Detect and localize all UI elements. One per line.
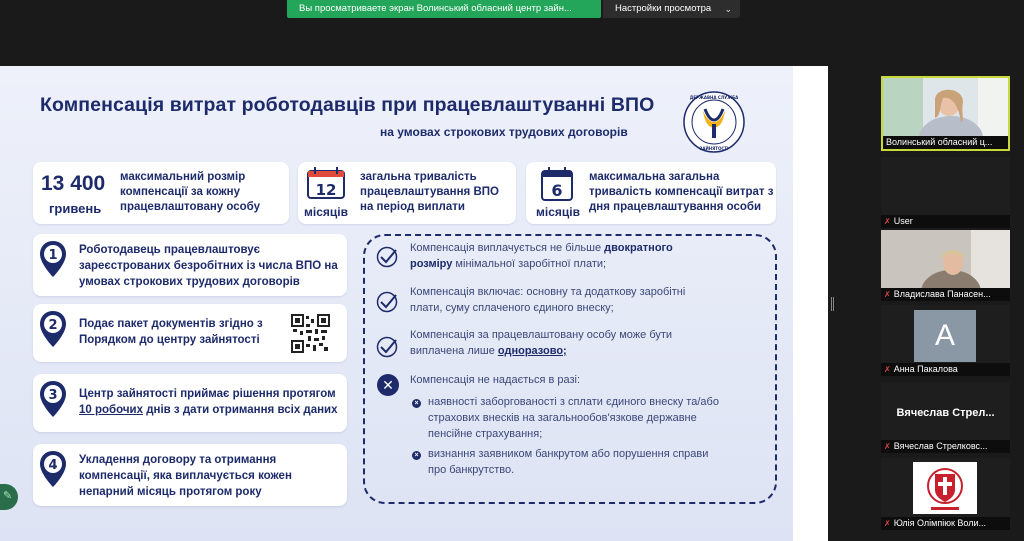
step-3-card bbox=[33, 374, 347, 432]
step-text: Укладення договору та отримання компенсації, яка виплачується кожен непарний місяць протягом року bbox=[79, 454, 292, 498]
mic-off-icon: ✗ bbox=[884, 442, 891, 451]
participant-video bbox=[883, 78, 1008, 136]
panel-resize-handle[interactable] bbox=[831, 297, 834, 311]
screen-share-banner: Вы просматриваете экран Волинський обласний центр зайн... bbox=[287, 0, 601, 18]
slide-margin bbox=[793, 66, 828, 541]
mic-off-icon: ✗ bbox=[884, 365, 891, 374]
x-bullet-icon: × bbox=[412, 451, 421, 460]
step-number: 2 bbox=[48, 318, 58, 333]
stat-number: 13 400 bbox=[41, 172, 106, 195]
map-pin-icon bbox=[39, 240, 67, 278]
condition-3: Компенсація за працевлаштовану особу може бути виплачена лише одноразово; bbox=[410, 329, 673, 357]
stat-number: 12 bbox=[315, 181, 337, 199]
step-text: Роботодавець працевлаштовує зареєстрованих безробітних із числа ВПО на умовах строкових трудових договорів bbox=[79, 244, 338, 288]
step-number: 4 bbox=[48, 458, 58, 473]
check-circle-icon bbox=[376, 291, 398, 313]
step-number: 3 bbox=[48, 388, 58, 403]
participant-name: ✗ Юлія Олімпіюк Воли... bbox=[881, 517, 1010, 530]
calendar-icon bbox=[306, 166, 346, 200]
participant-tile[interactable] bbox=[881, 382, 1010, 453]
step-4-card bbox=[33, 444, 347, 506]
mic-off-icon: ✗ bbox=[884, 519, 891, 528]
participant-tile[interactable] bbox=[881, 458, 1010, 530]
avatar: A bbox=[914, 310, 976, 362]
participant-tile[interactable] bbox=[881, 157, 1010, 228]
step-text: Центр зайнятості приймає рішення протягом 10 робочих днів з дати отримання всіх даних bbox=[79, 388, 338, 416]
close-circle-icon: ✕ bbox=[377, 374, 399, 396]
calendar-icon bbox=[540, 166, 574, 202]
stat-description: максимальна загальна тривалість компенсації витрат з дня працевлаштування особи bbox=[589, 171, 774, 213]
participant-tile[interactable] bbox=[881, 305, 1010, 376]
pen-icon: ✎ bbox=[3, 490, 13, 502]
shared-slide bbox=[0, 66, 828, 541]
stat-unit: гривень bbox=[49, 201, 102, 216]
participant-name: ✗ User bbox=[881, 215, 1010, 228]
participant-tile[interactable] bbox=[881, 76, 1010, 151]
participant-tile[interactable] bbox=[881, 230, 1010, 301]
stat-card-compensation-duration bbox=[526, 162, 776, 224]
stat-card-duration bbox=[298, 162, 516, 224]
map-pin-icon bbox=[39, 310, 67, 348]
step-text: Подає пакет документів згідно з Порядком до центру зайнятості bbox=[79, 318, 263, 346]
employment-service-logo-icon bbox=[683, 91, 745, 153]
mic-off-icon: ✗ bbox=[884, 217, 891, 226]
slide-subtitle: на умовах строкових трудових договорів bbox=[380, 125, 628, 139]
check-circle-icon bbox=[376, 246, 398, 268]
condition-4-reason-1: наявності заборгованості з сплати єдиного внеску та/або страхових внесків на загальнообов'язкове державне пенсійне страхування; bbox=[428, 396, 719, 440]
check-circle-icon bbox=[376, 336, 398, 358]
stat-description: максимальний розмір компенсації за кожну працевлаштовану особу bbox=[120, 171, 261, 213]
logo-text-top: ДЕРЖАВНА СЛУЖБА bbox=[689, 95, 739, 100]
condition-4-title: Компенсація не надається в разі: bbox=[410, 374, 581, 386]
map-pin-icon bbox=[39, 450, 67, 488]
chevron-down-icon: ⌄ bbox=[724, 4, 732, 14]
view-settings-button[interactable] bbox=[603, 0, 740, 18]
participant-display-name: Вячеслав Стрел... bbox=[896, 407, 995, 419]
participant-name: ✗ Вячеслав Стрелковс... bbox=[881, 440, 1010, 453]
stat-unit: місяців bbox=[304, 205, 348, 219]
participant-video bbox=[881, 230, 1010, 288]
stat-number: 6 bbox=[551, 181, 563, 200]
stat-unit: місяців bbox=[536, 205, 580, 219]
mic-off-icon: ✗ bbox=[884, 290, 891, 299]
logo-text-bottom: ЗАЙНЯТОСТІ bbox=[699, 146, 729, 151]
condition-2: Компенсація включає: основну та додаткову заробітні плати, суму сплаченого єдиного внеску; bbox=[410, 286, 686, 314]
view-settings-label: Настройки просмотра bbox=[615, 3, 712, 14]
stat-card-max-compensation bbox=[33, 162, 289, 224]
step-1-card bbox=[33, 234, 347, 296]
participant-name: ✗ Владислава Панасен... bbox=[881, 288, 1010, 301]
organization-logo-icon bbox=[913, 462, 977, 514]
map-pin-icon bbox=[39, 380, 67, 418]
qr-code-icon bbox=[291, 314, 330, 353]
participant-name: Волинський обласний ц... bbox=[883, 136, 1008, 149]
condition-4-reason-2: визнання заявником банкрутом або порушення справи про банкрутство. bbox=[428, 448, 709, 476]
condition-1: Компенсація виплачується не більше двократного розміру мінімальної заробітної плати; bbox=[410, 242, 673, 270]
step-number: 1 bbox=[48, 248, 58, 263]
stat-description: загальна тривалість працевлаштування ВПО на період виплати bbox=[360, 171, 499, 213]
x-bullet-icon: × bbox=[412, 399, 421, 408]
slide-title: Компенсація витрат роботодавців при працевлаштуванні ВПО bbox=[40, 94, 655, 116]
participant-name: ✗ Анна Пакалова bbox=[881, 363, 1010, 376]
